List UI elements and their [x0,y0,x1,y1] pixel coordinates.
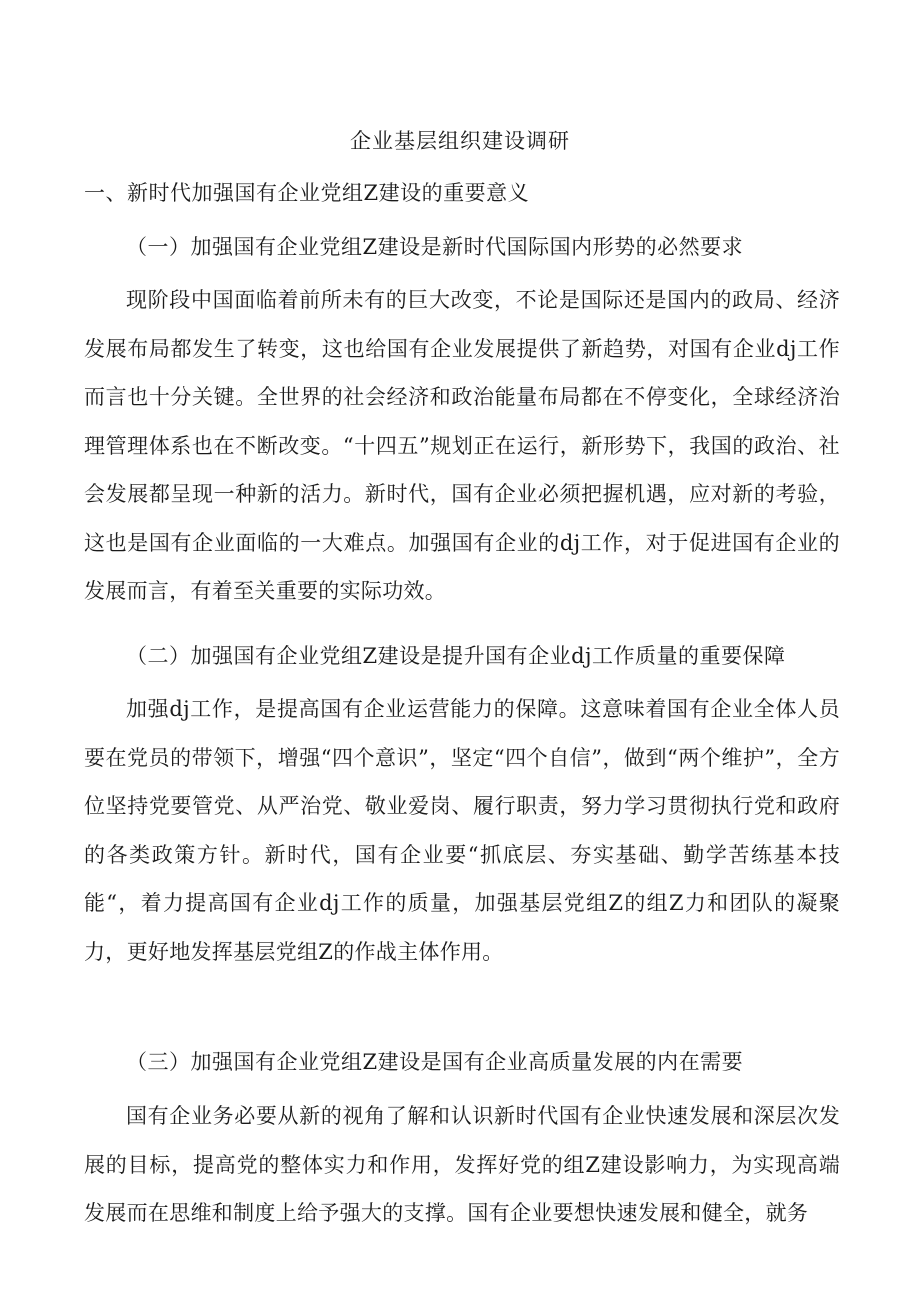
paragraph-1: 现阶段中国面临着前所未有的巨大改变，不论是国际还是国内的政局、经济发展布局都发生了转变，这也给国有企业发展提供了新趋势，对国有企业dj工作而言也十分关键。全世界的社会经济和政治能量布局都在不停变化，全球经济治理管理体系也在不断改变。“十四五”规划正在运行，新形势下，我国的政治、社会发展都呈现一种新的活力。新时代，国有企业必须把握机遇，应对新的考验，这也是国有企业面临的一大难点。加强国有企业的dj工作，对于促进国有企业的发展而言，有着至关重要的实际功效。 [84,288,840,603]
paragraph-2: 加强dj工作，是提高国有企业运营能力的保障。这意味着国有企业全体人员要在党员的带领下，增强“四个意识”，坚定“四个自信”，做到“两个维护”，全方位坚持党要管党、从严治党、敬业爱岗、履行职责，努力学习贯彻执行党和政府的各类政策方针。新时代，国有企业要“抓底层、夯实基础、勤学苦练基本技能“，着力提高国有企业dj工作的质量，加强基层党组Z的组Z力和团队的凝聚力，更好地发挥基层党组Z的作战主体作用。 [84,697,840,964]
document-title: 企业基层组织建设调研 [350,129,570,153]
subsection-heading-3: （三）加强国有企业党组Z建设是国有企业高质量发展的内在需要 [126,1050,744,1074]
paragraph-3: 国有企业务必要从新的视角了解和认识新时代国有企业快速发展和深层次发展的目标，提高党的整体实力和作用，发挥好党的组Z建设影响力，为实现高端发展而在思维和制度上给予强大的支撑。国有企业要想快速发展和健全，就务 [84,1104,840,1225]
subsection-heading-2: （二）加强国有企业党组Z建设是提升国有企业dj工作质量的重要保障 [126,644,786,668]
section-heading-1: 一、新时代加强国有企业党组Z建设的重要意义 [84,181,530,205]
subsection-heading-1: （一）加强国有企业党组Z建设是新时代国际国内形势的必然要求 [126,235,744,259]
